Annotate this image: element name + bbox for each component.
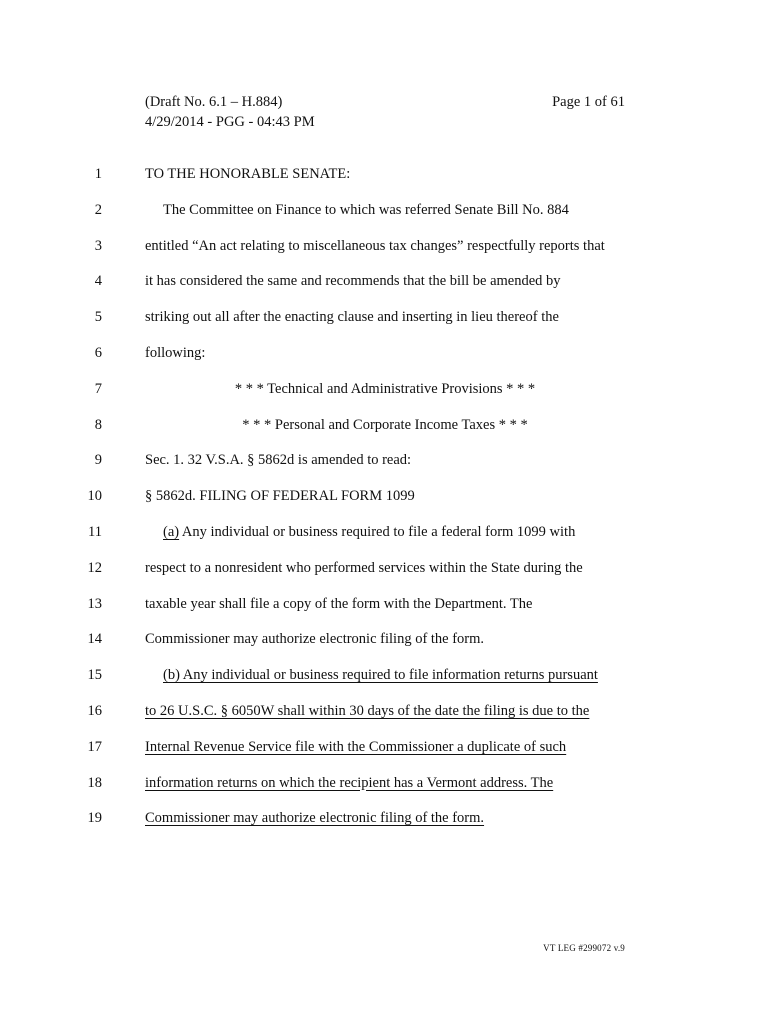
section-heading: * * * Technical and Administrative Provisions * * *	[234, 380, 536, 397]
text-line	[0, 594, 770, 630]
section-heading: * * * Personal and Corporate Income Taxes * * *	[242, 416, 528, 433]
line-number: 18	[87, 774, 102, 791]
inserted-text: Internal Revenue Service file with the Commissioner a duplicate of such	[145, 738, 567, 755]
text-line	[0, 307, 770, 343]
line-text	[145, 665, 625, 685]
line-number: 6	[94, 344, 102, 361]
line-number: 10	[87, 488, 102, 505]
line-number: 1	[94, 166, 102, 182]
text-line	[0, 164, 770, 200]
text-line	[0, 701, 770, 737]
line-number: 5	[94, 309, 102, 326]
line-number: 13	[87, 595, 102, 612]
line-text: following:	[145, 344, 206, 361]
text-line	[0, 415, 770, 451]
line-number: 2	[94, 201, 102, 218]
draft-timestamp: 4/29/2014 - PGG - 04:43 PM	[145, 114, 315, 130]
line-number: 9	[94, 452, 102, 469]
line-text: taxable year shall file a copy of the form with the Department. The	[145, 595, 533, 612]
line-number: 17	[87, 738, 102, 755]
line-text	[145, 737, 625, 757]
text-line	[0, 271, 770, 307]
inserted-marker: (a)	[163, 523, 180, 540]
line-text	[145, 773, 625, 793]
line-text	[145, 808, 625, 828]
line-text: it has considered the same and recommends that the bill be amended by	[145, 273, 561, 290]
draft-number: (Draft No. 6.1 – H.884)	[145, 94, 283, 110]
text-line	[0, 522, 770, 558]
text-line	[0, 737, 770, 773]
line-number: 8	[94, 416, 102, 433]
line-text: striking out all after the enacting clause and inserting in lieu thereof the	[145, 309, 559, 326]
text-line	[0, 236, 770, 272]
line-number: 4	[94, 273, 102, 290]
line-number: 14	[87, 631, 102, 648]
line-text: respect to a nonresident who performed services within the State during the	[145, 559, 583, 576]
text-line	[0, 665, 770, 701]
draft-header	[145, 92, 315, 132]
text-line	[0, 486, 770, 522]
text-line	[0, 629, 770, 665]
text-line	[0, 379, 770, 415]
line-number: 15	[87, 667, 102, 684]
line-text	[145, 522, 625, 542]
line-text	[145, 701, 625, 721]
text-line	[0, 343, 770, 379]
line-text: entitled “An act relating to miscellaneous tax changes” respectfully reports that	[145, 237, 605, 254]
line-text: TO THE HONORABLE SENATE:	[145, 166, 351, 182]
text-line	[0, 773, 770, 809]
text-line	[0, 450, 770, 486]
line-number: 3	[94, 237, 102, 254]
line-text: § 5862d. FILING OF FEDERAL FORM 1099	[145, 488, 415, 505]
inserted-text: to 26 U.S.C. § 6050W shall within 30 days of the date the filing is due to the	[145, 702, 590, 719]
line-number: 16	[87, 702, 102, 719]
line-number: 12	[87, 559, 102, 576]
document-id-footer: VT LEG #299072 v.9	[543, 943, 625, 953]
line-text: The Committee on Finance to which was referred Senate Bill No. 884	[163, 201, 569, 218]
text-line	[0, 558, 770, 594]
text-line	[0, 200, 770, 236]
page-number: Page 1 of 61	[552, 94, 625, 110]
inserted-text: information returns on which the recipient has a Vermont address. The	[145, 774, 554, 791]
inserted-text: (b) Any individual or business required to file information returns pursuant	[163, 667, 598, 684]
text-line	[0, 808, 770, 844]
inserted-text: Commissioner may authorize electronic filing of the form.	[145, 810, 485, 827]
line-number: 19	[87, 810, 102, 827]
line-number: 11	[88, 523, 102, 540]
line-text: Sec. 1. 32 V.S.A. § 5862d is amended to read:	[145, 452, 412, 469]
line-text-body: Any individual or business required to file a federal form 1099 with	[179, 523, 576, 540]
bill-text	[0, 164, 770, 844]
line-text: Commissioner may authorize electronic filing of the form.	[145, 631, 485, 648]
line-number: 7	[94, 380, 102, 397]
